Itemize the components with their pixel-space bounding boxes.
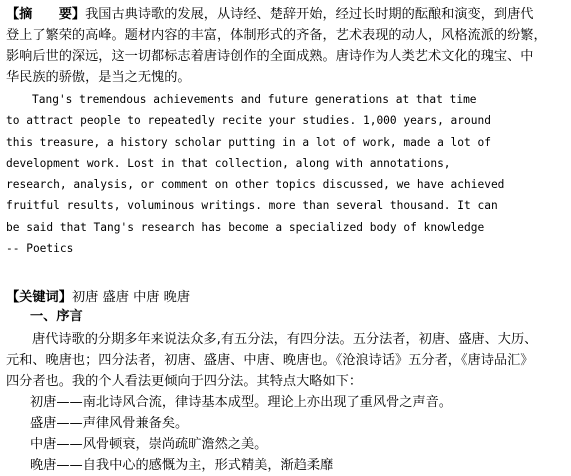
abstract-en-line-4: development work. Lost in that collection, along with annotations, [6, 156, 451, 170]
keywords-text: 初唐 盛唐 中唐 晚唐 [71, 290, 191, 305]
section-title [30, 306, 83, 327]
abstract-line-4: 华民族的骄傲，是当之无愧的。 [6, 70, 191, 85]
section-body-line-2: 元和、晚唐也；四分法者，初唐、盛唐、中唐、晚唐也。《沧浪诗话》五分者，《唐诗品汇》 [6, 353, 534, 368]
abstract-english [6, 89, 566, 259]
abstract-line-2: 登上了繁荣的高峰。题材内容的丰富，体制形式的齐备，艺术表现的动人，风格流派的纷繁， [6, 28, 547, 43]
abstract-label: 【摘 要】 [6, 7, 86, 22]
section-title-text: 一、序言 [30, 309, 83, 324]
period-item-mid-tang: 中唐——风骨顿衰，崇尚疏旷澹然之美。 [30, 437, 268, 452]
period-list [30, 392, 560, 476]
period-item-high-tang: 盛唐——声律风骨兼备矣。 [30, 416, 189, 431]
section-body-line-1: 唐代诗歌的分期多年来说法众多,有五分法，有四分法。五分法者，初唐、盛唐、大历、 [32, 332, 538, 347]
abstract-en-line-7: be said that Tang's research has become a specialized body of knowledge [6, 220, 485, 234]
keywords [6, 287, 566, 308]
abstract-text-1: 我国古典诗歌的发展，从诗经、楚辞开始，经过长时期的酝酿和演变，到唐代 [85, 7, 534, 22]
abstract-chinese [6, 4, 566, 88]
period-item-early-tang: 初唐——南北诗风合流，律诗基本成型。理论上亦出现了重风骨之声音。 [30, 395, 452, 410]
abstract-line-1 [6, 4, 566, 25]
abstract-en-line-3: this treasure, a history scholar putting in a lot of work, made a lot of [6, 135, 491, 149]
abstract-en-line-8: -- Poetics [6, 242, 74, 256]
section-body-line-3: 四分者也。我的个人看法更倾向于四分法。其特点大略如下： [6, 374, 363, 389]
abstract-en-line-2: to attract people to repeatedly recite your studies. 1,000 years, around [6, 114, 491, 128]
abstract-en-line-6: fruitful results, voluminous writings. more than several thousand. It can [6, 199, 498, 213]
period-item-late-tang: 晚唐——自我中心的感慨为主，形式精美，渐趋柔靡 [30, 458, 334, 473]
abstract-line-3: 影响后世的深远，这一切都标志着唐诗创作的全面成熟。唐诗作为人类艺术文化的瑰宝、中 [6, 49, 534, 64]
section-body [6, 329, 566, 392]
keywords-label: 【关键词】 [6, 290, 72, 305]
abstract-en-line-5: research, analysis, or comment on other topics discussed, we have achieved [6, 178, 505, 192]
abstract-en-line-1: Tang's tremendous achievements and future generations at that time [32, 93, 477, 106]
